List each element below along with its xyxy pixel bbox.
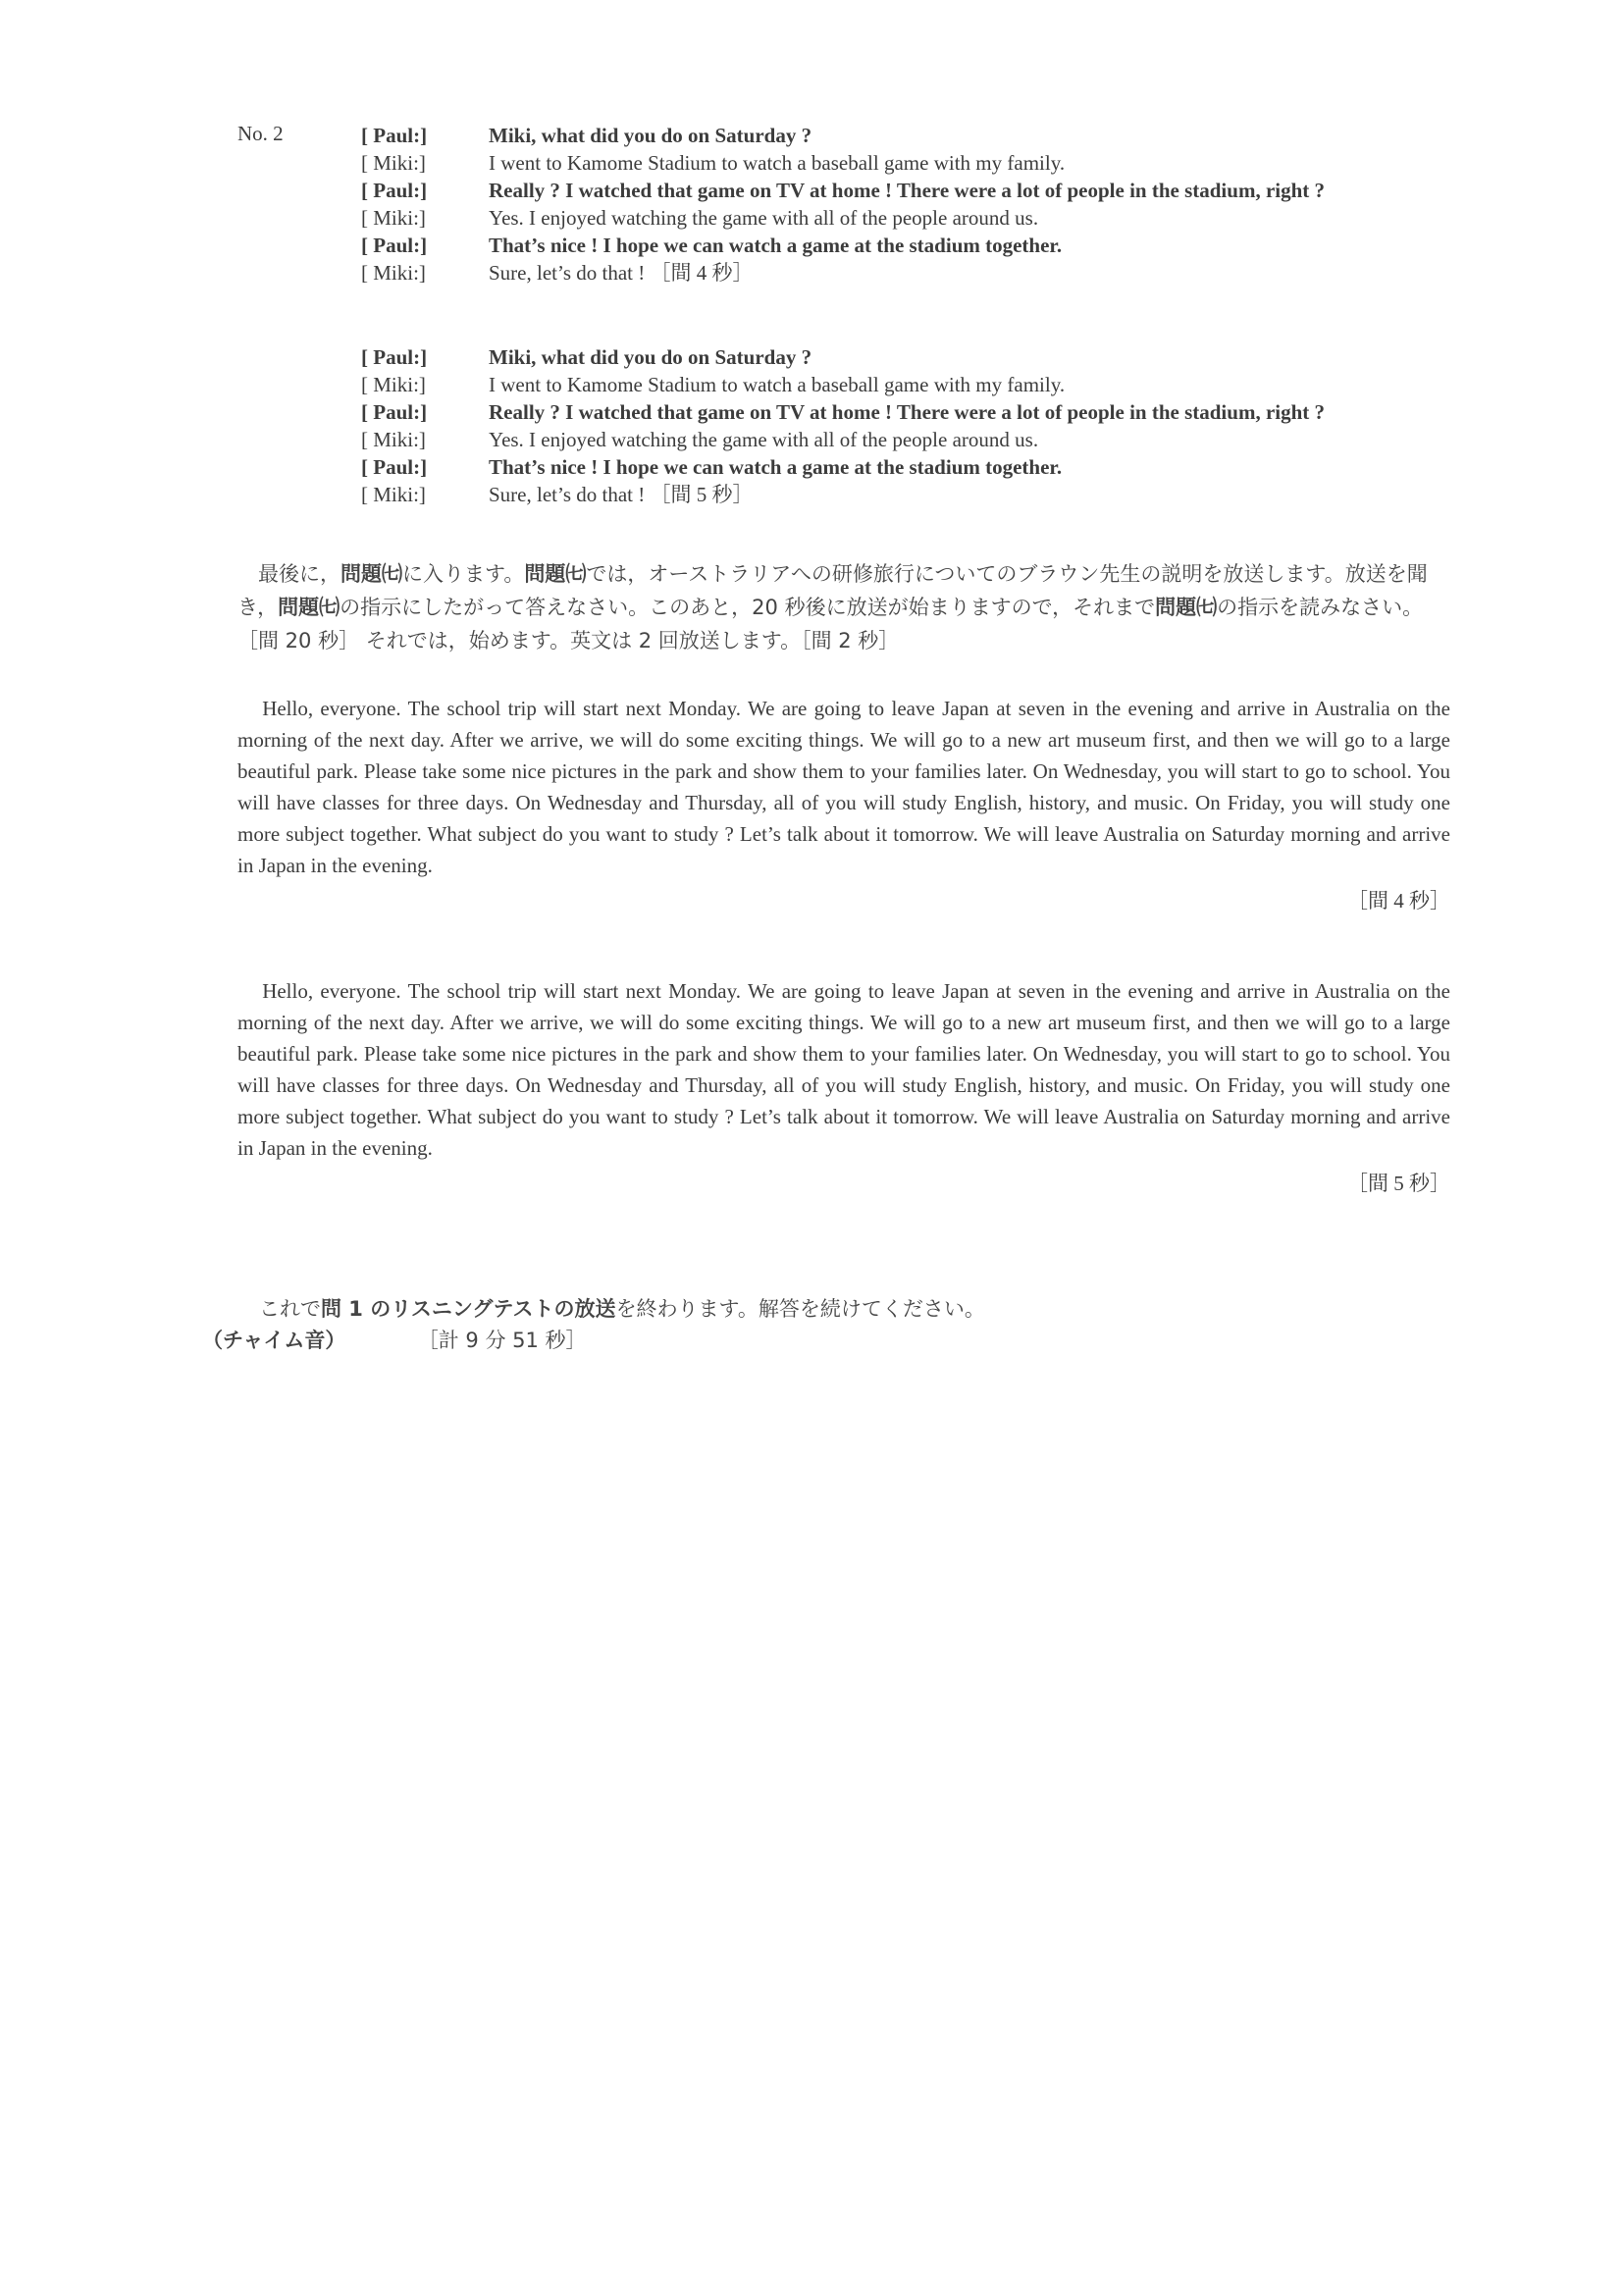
speaker-label: [ Miki:] [361, 373, 426, 396]
dialogue-text: Yes. I enjoyed watching the game with all of the people around us. [489, 206, 1039, 230]
dialogue-line [361, 343, 1450, 371]
chime-label: （チャイム音） [202, 1329, 346, 1352]
instruction-text: 最後に， [258, 562, 340, 586]
dialogue-line [361, 122, 1450, 149]
dialogue-line [361, 398, 1450, 426]
instruction-emphasis: 問題㈦ [1155, 596, 1218, 619]
closing-emphasis: 問 1 のリスニングテストの放送 [321, 1297, 616, 1321]
speaker-label: [ Paul:] [361, 400, 428, 424]
closing-text: を終わります。解答を続けてください。 [615, 1297, 985, 1321]
speaker-label: [ Paul:] [361, 124, 428, 147]
speaker-label: [ Miki:] [361, 428, 426, 451]
speaker-label: [ Paul:] [361, 234, 428, 257]
speaker-label: [ Paul:] [361, 345, 428, 369]
instruction-text: の指示にしたがって答えなさい。このあと，20 秒後に放送が始まりますので，それまで [340, 596, 1156, 619]
dialogue-text: Yes. I enjoyed watching the game with all of the people around us. [489, 428, 1039, 451]
instruction-text: に入ります。 [402, 562, 525, 586]
instruction-text: では，オーストラリアへの研修旅行についてのブラウン先生の説明を放送します。放送を聞き， [237, 562, 1428, 619]
passage-text: Hello, everyone. The school trip will start next Monday. We are going to leave Japan at seven in the evening and arrive in Australia on the morning of the next day. After we arrive, we will do some exciting things. We will go to a new art museum first, and then we will go to a large beautiful park. Please take some nice pictures in the park and show them to your families later. On Wednesday, you will start to go to school. You will have classes for three days. On Wednesday and Thursday, all of you will study English, history, and music. On Friday, you will study one more subject together. What subject do you want to study ? Let’s talk about it tomorrow. We will leave Australia on Saturday morning and arrive in Japan in the evening. [237, 697, 1450, 877]
speaker-label: [ Paul:] [361, 179, 428, 202]
pause-marker: ［間 5 秒］ [1347, 1172, 1450, 1195]
dialogue-text: Really ? I watched that game on TV at home ! There were a lot of people in the stadium, right ? [489, 179, 1326, 202]
passage-text: Hello, everyone. The school trip will start next Monday. We are going to leave Japan at seven in the evening and arrive in Australia on the morning of the next day. After we arrive, we will do some exciting things. We will go to a new art museum first, and then we will go to a large beautiful park. Please take some nice pictures in the park and show them to your families later. On Wednesday, you will start to go to school. You will have classes for three days. On Wednesday and Thursday, all of you will study English, history, and music. On Friday, you will study one more subject together. What subject do you want to study ? Let’s talk about it tomorrow. We will leave Australia on Saturday morning and arrive in Japan in the evening. [237, 979, 1450, 1160]
speaker-label: [ Miki:] [361, 261, 426, 285]
speaker-label: [ Paul:] [361, 455, 428, 479]
closing-statement [237, 1293, 1450, 1325]
pause-marker: ［間 4 秒］ [1347, 889, 1450, 913]
question-number: No. 2 [237, 122, 284, 145]
dialogue-round-2 [361, 343, 1450, 508]
dialogue-line [361, 259, 1450, 287]
listening-passage-1 [237, 693, 1450, 916]
closing-text: これで [259, 1297, 321, 1321]
dialogue-line [361, 177, 1450, 204]
speaker-label: [ Miki:] [361, 483, 426, 506]
total-time: ［計 9 分 51 秒］ [417, 1329, 587, 1352]
speaker-label: [ Miki:] [361, 151, 426, 175]
listening-passage-2 [237, 975, 1450, 1199]
dialogue-text: Sure, let’s do that ! [489, 261, 646, 285]
dialogue-line [361, 149, 1450, 177]
dialogue-line [361, 426, 1450, 453]
dialogue-line [361, 232, 1450, 259]
dialogue-text: I went to Kamome Stadium to watch a baseball game with my family. [489, 373, 1066, 396]
dialogue-text: That’s nice ! I hope we can watch a game at the stadium together. [489, 234, 1063, 257]
dialogue-line [361, 371, 1450, 398]
dialogue-text: Miki, what did you do on Saturday ? [489, 124, 812, 147]
dialogue-line [361, 453, 1450, 481]
instruction-text: の指示を読みなさい。［間 20 秒］ それでは，始めます。英文は 2 回放送します。［間 2 秒］ [237, 596, 1424, 652]
pause-marker: ［間 4 秒］ [650, 261, 754, 285]
instruction-emphasis: 問題㈦ [340, 562, 402, 586]
dialogue-text: That’s nice ! I hope we can watch a game at the stadium together. [489, 455, 1063, 479]
dialogue-line [361, 204, 1450, 232]
speaker-label: [ Miki:] [361, 206, 426, 230]
dialogue-line [361, 481, 1450, 508]
dialogue-text: Really ? I watched that game on TV at home ! There were a lot of people in the stadium, right ? [489, 400, 1326, 424]
dialogue-text: Sure, let’s do that ! [489, 483, 646, 506]
pause-marker: ［間 5 秒］ [650, 483, 754, 506]
dialogue-text: I went to Kamome Stadium to watch a baseball game with my family. [489, 151, 1066, 175]
dialogue-round-1 [361, 122, 1450, 287]
dialogue-text: Miki, what did you do on Saturday ? [489, 345, 812, 369]
chime-line [202, 1325, 587, 1356]
instruction-emphasis: 問題㈦ [524, 562, 587, 586]
instruction-paragraph [237, 557, 1450, 657]
instruction-emphasis: 問題㈦ [278, 596, 340, 619]
